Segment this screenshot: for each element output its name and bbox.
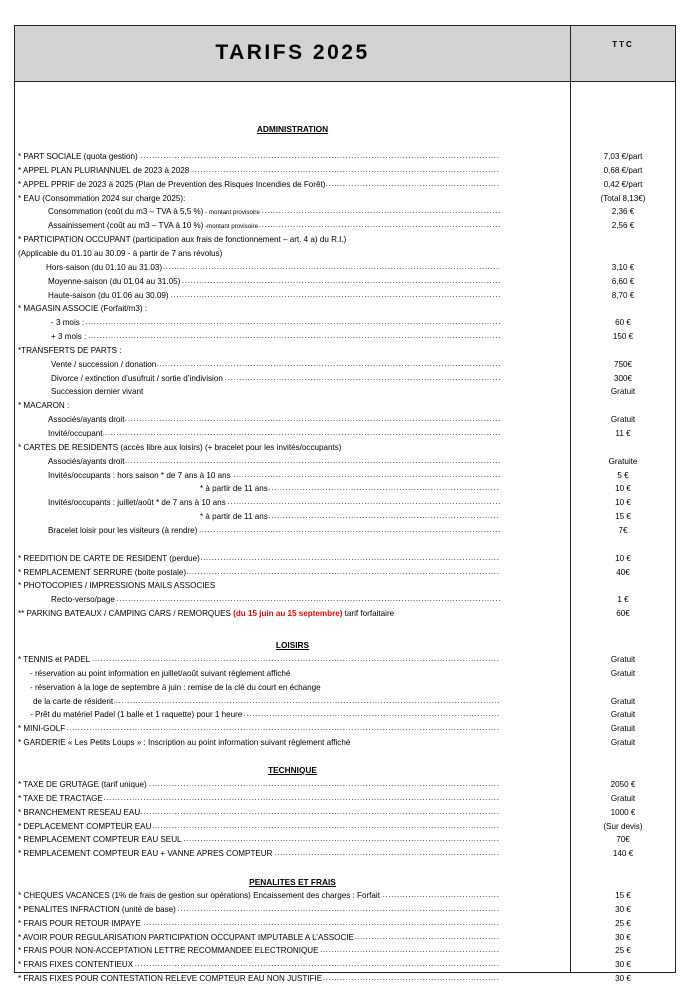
tariff-price: 7,03 €/part [603, 152, 643, 161]
tariff-price: Gratuit [610, 655, 636, 664]
tariff-row [15, 807, 675, 818]
tariff-price: 25 € [615, 918, 631, 928]
tariff-label-text [18, 609, 395, 618]
label-text: * REMPLACEMENT SERRURE (boite postale) [18, 567, 187, 577]
ttc-column-header: TTC [612, 40, 634, 49]
tariff-price: 150 € [612, 332, 634, 342]
tariff-row [15, 331, 675, 342]
label-text: de la carte de résident [33, 696, 114, 706]
tariff-row [15, 317, 675, 328]
tariff-label [18, 779, 500, 790]
tariff-row [15, 834, 675, 845]
label-text: * PARTICIPATION OCCUPANT (participation aux frais de fonctionnement – art. 4 a) du R.I.) [18, 235, 347, 245]
tariff-label-text [18, 946, 320, 955]
tariff-row [15, 193, 675, 204]
tariff-row [15, 904, 675, 915]
tariff-label-text [18, 724, 66, 733]
tariff-row [15, 470, 675, 481]
tariff-label [18, 807, 500, 818]
tariff-label [48, 206, 500, 218]
tariff-label [48, 290, 500, 301]
tariff-row [15, 276, 675, 287]
tariff-label [18, 890, 500, 901]
tariff-row [15, 179, 675, 190]
tariff-row [15, 959, 675, 970]
tariff-price: 1000 € [610, 807, 636, 817]
label-text: * PENALITES INFRACTION (unité de base) [18, 904, 176, 914]
tariff-label [48, 414, 500, 425]
tariff-price: 750€ [613, 359, 632, 369]
label-text: * CARTES DE RESIDENTS (accès libre aux loisirs) (+ bracelet pour les invités/occupants) [18, 442, 342, 452]
tariff-price: 10 € [615, 498, 631, 508]
label-text: * TENNIS et PADEL [18, 655, 91, 664]
tariff-label-text [18, 554, 201, 563]
tariff-label [18, 654, 500, 665]
tariff-label-text [33, 697, 114, 706]
tariff-label [48, 428, 500, 439]
label-text: Haute-saison (du 01.06 au 30.09) [48, 290, 169, 300]
label-text: * PHOTOCOPIES / IMPRESSIONS MAILS ASSOCIES [18, 581, 216, 591]
tariff-label-text [18, 568, 187, 577]
label-text: * TAXE DE GRUTAGE (tarif unique) [18, 780, 147, 789]
tariff-label [51, 386, 500, 397]
tariff-label-text [48, 415, 125, 424]
tariff-price: 30 € [615, 960, 631, 970]
tariff-price: 2050 € [610, 780, 636, 789]
tariff-price: 0,68 €/part [603, 165, 643, 175]
label-text: - Prêt du matériel Padel (1 balle et 1 raquette) pour 1 heure [30, 710, 243, 720]
tariff-label [48, 276, 500, 287]
tariff-price: Gratuit [610, 738, 636, 748]
section-heading: LOISIRS [275, 640, 310, 650]
tariff-row [15, 737, 675, 748]
tariff-row [15, 848, 675, 859]
tariff-label-text [18, 974, 323, 983]
tariff-row [15, 151, 675, 162]
tariff-label [18, 151, 500, 162]
tariff-row [15, 567, 675, 578]
label-suffix: tarif forfaitaire [342, 609, 395, 619]
tariff-price: 70€ [616, 835, 630, 845]
tariff-price: 30 € [615, 932, 631, 942]
label-text: - 3 mois : [51, 318, 85, 328]
tariff-label [18, 345, 500, 356]
tariff-label [18, 303, 500, 314]
label-text: * REEDITION DE CARTE DE RESIDENT (perdue) [18, 553, 200, 563]
tariff-label [18, 234, 500, 245]
label-text: * MINI-GOLF [18, 724, 66, 734]
tariff-label [33, 696, 500, 707]
tariff-label-text [48, 471, 232, 480]
tariff-row [15, 248, 675, 259]
tariff-label [51, 359, 500, 370]
tariff-label [18, 400, 500, 411]
tariff-row [15, 456, 675, 467]
tariff-label [18, 248, 500, 259]
tariff-row [15, 206, 675, 217]
label-text: * à partir de 11 ans [200, 484, 268, 494]
tariff-label-text [18, 960, 134, 969]
label-text: * REMPLACEMENT COMPTEUR EAU SEUL [18, 835, 182, 845]
label-text: Recto-verso/page [51, 595, 115, 605]
tariff-label-text [48, 291, 170, 300]
tariff-row [15, 918, 675, 929]
label-text: - réservation au point information en juillet/août suivant règlement affiché [30, 668, 291, 678]
tariff-row [15, 608, 675, 619]
tariff-label [18, 193, 500, 204]
provisional-note: -montant provisoire [203, 223, 259, 231]
tariff-label [51, 373, 500, 384]
label-text: * FRAIS POUR NON-ACCEPTATION LETTRE RECOMMANDEE ELECTRONIQUE [18, 946, 319, 956]
label-text: * APPEL PPRIF de 2023 à 2025 (Plan de Prevention des Risques Incendies de Forêt) [18, 179, 326, 189]
tariff-row [15, 945, 675, 956]
tariff-label [18, 945, 500, 956]
tariff-label-text [48, 221, 259, 230]
tariff-price: Gratuit [610, 724, 636, 734]
tariff-label-text [18, 891, 381, 900]
tariff-row [15, 654, 675, 665]
label-text: Associés/ayants droit [48, 415, 125, 425]
tariff-label-text [200, 484, 269, 493]
label-text: * TAXE DE TRACTAGE [18, 793, 103, 803]
tariff-label-text [48, 498, 227, 507]
tariff-price: 60 € [615, 318, 631, 328]
tariff-label [30, 682, 500, 693]
tariff-label-text [30, 669, 291, 678]
tariff-label [18, 442, 500, 453]
label-text: Invités/occupants : juillet/août * de 7 ans à 10 ans [48, 498, 226, 508]
label-text: * AVOIR POUR REGULARISATION PARTICIPATION OCCUPANT IMPUTABLE A L’ASSOCIE [18, 932, 354, 942]
page-title: TARIFS 2025 [215, 41, 370, 64]
tariff-price: 300€ [613, 373, 632, 383]
tariff-price: 60€ [616, 609, 630, 619]
tariff-label-text [18, 180, 326, 189]
tariff-price: 7€ [618, 525, 628, 535]
tariff-row [15, 511, 675, 522]
tariff-label [18, 723, 500, 734]
tariff-price: Gratuit [610, 696, 636, 706]
tariff-label [18, 904, 500, 915]
tariff-label [30, 709, 500, 720]
tariff-label [18, 959, 500, 970]
table-header [15, 26, 675, 82]
tariff-row [15, 580, 675, 591]
tariff-label-text [18, 919, 142, 928]
label-text: Vente / succession / donation [51, 359, 157, 369]
tariff-row [15, 262, 675, 273]
tariff-price: 25 € [615, 946, 631, 956]
tariff-label [48, 456, 500, 467]
tariff-price: Gratuite [608, 456, 638, 466]
tariff-row [15, 932, 675, 943]
tariff-label-text [18, 808, 141, 817]
tariff-row [15, 553, 675, 564]
label-text: Bracelet loisir pour les visiteurs (à rendre) [48, 525, 198, 535]
tariff-label-text [18, 166, 190, 175]
label-text: * FRAIS POUR RETOUR IMPAYE [18, 918, 141, 928]
tariff-label-text [51, 360, 157, 369]
tariff-row [15, 359, 675, 370]
tariff-label [48, 220, 500, 232]
tariff-label [48, 525, 500, 536]
tariff-label [48, 497, 500, 508]
tariff-label-text [18, 655, 91, 664]
tariff-label [18, 737, 500, 748]
tariff-row [15, 373, 675, 384]
tariff-label [18, 539, 500, 550]
label-text: * GARDERIE « Les Petits Loups » : Inscription au point information suivant règlement affiché [18, 738, 351, 748]
tariff-label [18, 553, 500, 564]
tariff-label [200, 483, 500, 494]
tariff-price: 2,56 € [611, 221, 635, 231]
tariff-label-text [30, 683, 322, 692]
tariff-label [18, 608, 500, 619]
tariff-row [15, 400, 675, 411]
tariff-label-text [18, 249, 223, 258]
tariff-row [15, 290, 675, 301]
tariff-row [15, 386, 675, 397]
label-text: Divorce / extinction d’usufruit / sortie d’indivision [51, 373, 223, 383]
tariff-row [15, 594, 675, 605]
section-heading: PENALITES ET FRAIS [249, 877, 336, 887]
tariff-label-text [18, 849, 273, 858]
section-heading: TECHNIQUE [268, 765, 317, 775]
tariff-price: 6,60 € [611, 276, 635, 286]
tariff-label-text [30, 710, 243, 719]
tariff-label-text [51, 332, 87, 341]
label-text: * BRANCHEMENT RESEAU EAU [18, 807, 141, 817]
label-text: *TRANSFERTS DE PARTS : [18, 345, 122, 355]
tariff-label [18, 834, 500, 845]
tariff-row [15, 345, 675, 356]
label-text: * MAGASIN ASSOCIE (Forfait/m3) : [18, 304, 148, 314]
label-text: (Applicable du 01.10 au 30.09 - à partir de 7 ans révolus) [18, 248, 223, 258]
tariff-label-text [18, 835, 183, 844]
label-text: * DEPLACEMENT COMPTEUR EAU [18, 821, 152, 831]
tariff-price: 30 € [615, 974, 631, 984]
tariff-label [18, 567, 500, 578]
tariff-row [15, 220, 675, 231]
tariff-label-text [18, 304, 148, 313]
section-heading: ADMINISTRATION [256, 124, 329, 134]
tariff-row [15, 234, 675, 245]
tariff-row [15, 497, 675, 508]
tariff-price: 15 € [615, 512, 631, 522]
tariff-row [15, 696, 675, 707]
tariff-price: 0,42 €/part [603, 179, 643, 189]
tariff-label-text [18, 235, 347, 244]
tariff-row [15, 525, 675, 536]
tariff-price: 5 € [617, 470, 629, 480]
tariff-price: 30 € [615, 904, 631, 914]
label-text: * à partir de 11 ans [200, 512, 268, 522]
tariff-label [18, 165, 500, 176]
tariff-label-text [18, 443, 343, 452]
tariff-price: 1 € [617, 595, 629, 605]
tariff-row [15, 779, 675, 790]
tariff-row [15, 428, 675, 439]
tariff-row [15, 973, 675, 984]
label-text: Consommation (coût du m3 – TVA à 5,5 %) [48, 207, 204, 217]
label-text: Succession dernier vivant [51, 387, 144, 397]
label-text: * PART SOCIALE (quota gestion) [18, 152, 138, 161]
label-text: + 3 mois : [51, 332, 87, 342]
tariff-label-text [51, 387, 144, 396]
tariff-label [18, 848, 500, 859]
label-text: ** PARKING BATEAUX / CAMPING CARS / REMORQUES [18, 609, 234, 619]
tariff-price: 140 € [612, 849, 634, 859]
season-highlight: (du 15 juin au 15 septembre) [233, 609, 343, 619]
tariff-row [15, 668, 675, 679]
label-text: * EAU (Consommation 2024 sur charge 2025): [18, 193, 186, 203]
label-text: * APPEL PLAN PLURIANNUEL de 2023 à 2028 [18, 165, 190, 175]
tariff-price: Gratuit [610, 415, 636, 425]
label-text: * FRAIS FIXES POUR CONTESTATION RELEVE COMPTEUR EAU NON JUSTIFIE [18, 974, 323, 984]
tariff-price: Gratuit [610, 668, 636, 678]
tariff-label-text [48, 207, 261, 216]
label-text: Moyenne-saison (du 01.04 au 31.05) [48, 276, 181, 286]
tariff-label [51, 594, 500, 605]
tariff-label-text [18, 401, 70, 410]
tariff-label [18, 932, 500, 943]
label-text: Invité/occupant [48, 429, 103, 438]
tariff-price: 8,70 € [611, 290, 635, 300]
tariff-row [15, 890, 675, 901]
tariff-label-text [18, 794, 104, 803]
tariff-label-text [18, 780, 148, 789]
tariff-price: 40€ [616, 567, 630, 577]
label-text: - réservation à la loge de septembre à juin : remise de la clé du court en échange [30, 682, 321, 692]
label-text: Hors-saison (du 01.10 au 31.03) [46, 262, 163, 272]
tariff-label-text [48, 457, 125, 466]
tariff-label-text [18, 822, 152, 831]
tariff-label-text [51, 318, 85, 327]
tariff-label [18, 821, 500, 832]
tariff-price: (Total 8,13€) [600, 193, 646, 203]
tariff-label [18, 918, 500, 929]
tariff-label-text [18, 905, 177, 914]
tariff-price: 10 € [615, 484, 631, 494]
tariff-price: 15 € [615, 891, 631, 900]
label-text: * FRAIS FIXES CONTENTIEUX [18, 960, 134, 970]
tariff-row [15, 414, 675, 425]
tariff-row [15, 539, 675, 550]
tariff-label [200, 511, 500, 522]
tariff-row [15, 483, 675, 494]
label-text: * REMPLACEMENT COMPTEUR EAU + VANNE APRES COMPTEUR [18, 849, 273, 859]
label-text: Associés/ayants droit [48, 456, 125, 466]
tariff-row [15, 442, 675, 453]
tariff-label-text [200, 512, 269, 521]
tariff-label [51, 317, 500, 328]
tariff-price: 10 € [615, 553, 631, 563]
tariff-label-text [51, 595, 116, 604]
tariff-label-text [18, 540, 19, 549]
label-text: * MACARON : [18, 401, 70, 411]
tariff-label [30, 668, 500, 679]
label-text: Invités/occupants : hors saison * de 7 ans à 10 ans [48, 470, 231, 480]
tariff-row [15, 709, 675, 720]
tariff-label-text [48, 429, 103, 438]
tariff-label-text [18, 194, 186, 203]
tariff-label [18, 179, 500, 190]
tariff-price: 3,10 € [611, 262, 635, 272]
provisional-note: - montant provisoire [203, 209, 260, 217]
label-text: Assainissement (coût au m3 – TVA à 10 %) [48, 221, 204, 231]
tariff-row [15, 165, 675, 176]
tariff-label-text [46, 263, 163, 272]
tariff-price: Gratuit [610, 710, 636, 720]
tariff-label [18, 793, 500, 804]
tariff-price: Gratuit [610, 793, 636, 803]
tariff-price: (Sur devis) [603, 821, 643, 831]
tariff-label-text [51, 374, 224, 383]
label-text: * CHEQUES VACANCES (1% de frais de gestion sur opérations) Encaissement des charges : Forfait [18, 891, 380, 900]
tariff-label [18, 580, 500, 591]
tariff-price: 2,36 € [611, 207, 635, 217]
tariff-price: 11 € [615, 429, 631, 438]
tariff-label-text [48, 526, 198, 535]
tariff-label [18, 973, 500, 984]
tariff-label [48, 470, 500, 481]
tariff-label-text [18, 933, 355, 942]
tariff-row [15, 793, 675, 804]
tariff-label [51, 331, 500, 342]
tariff-row [15, 723, 675, 734]
tariff-label-text [18, 738, 351, 747]
tariff-price: Gratuit [610, 387, 636, 397]
tariff-label [46, 262, 500, 273]
tariff-row [15, 821, 675, 832]
tariff-row [15, 682, 675, 693]
tariff-label-text [18, 152, 139, 161]
tariff-table [14, 25, 676, 984]
tariff-row [15, 303, 675, 314]
tariff-label-text [18, 346, 122, 355]
tariff-label-text [18, 581, 216, 590]
tariff-label-text [48, 277, 181, 286]
